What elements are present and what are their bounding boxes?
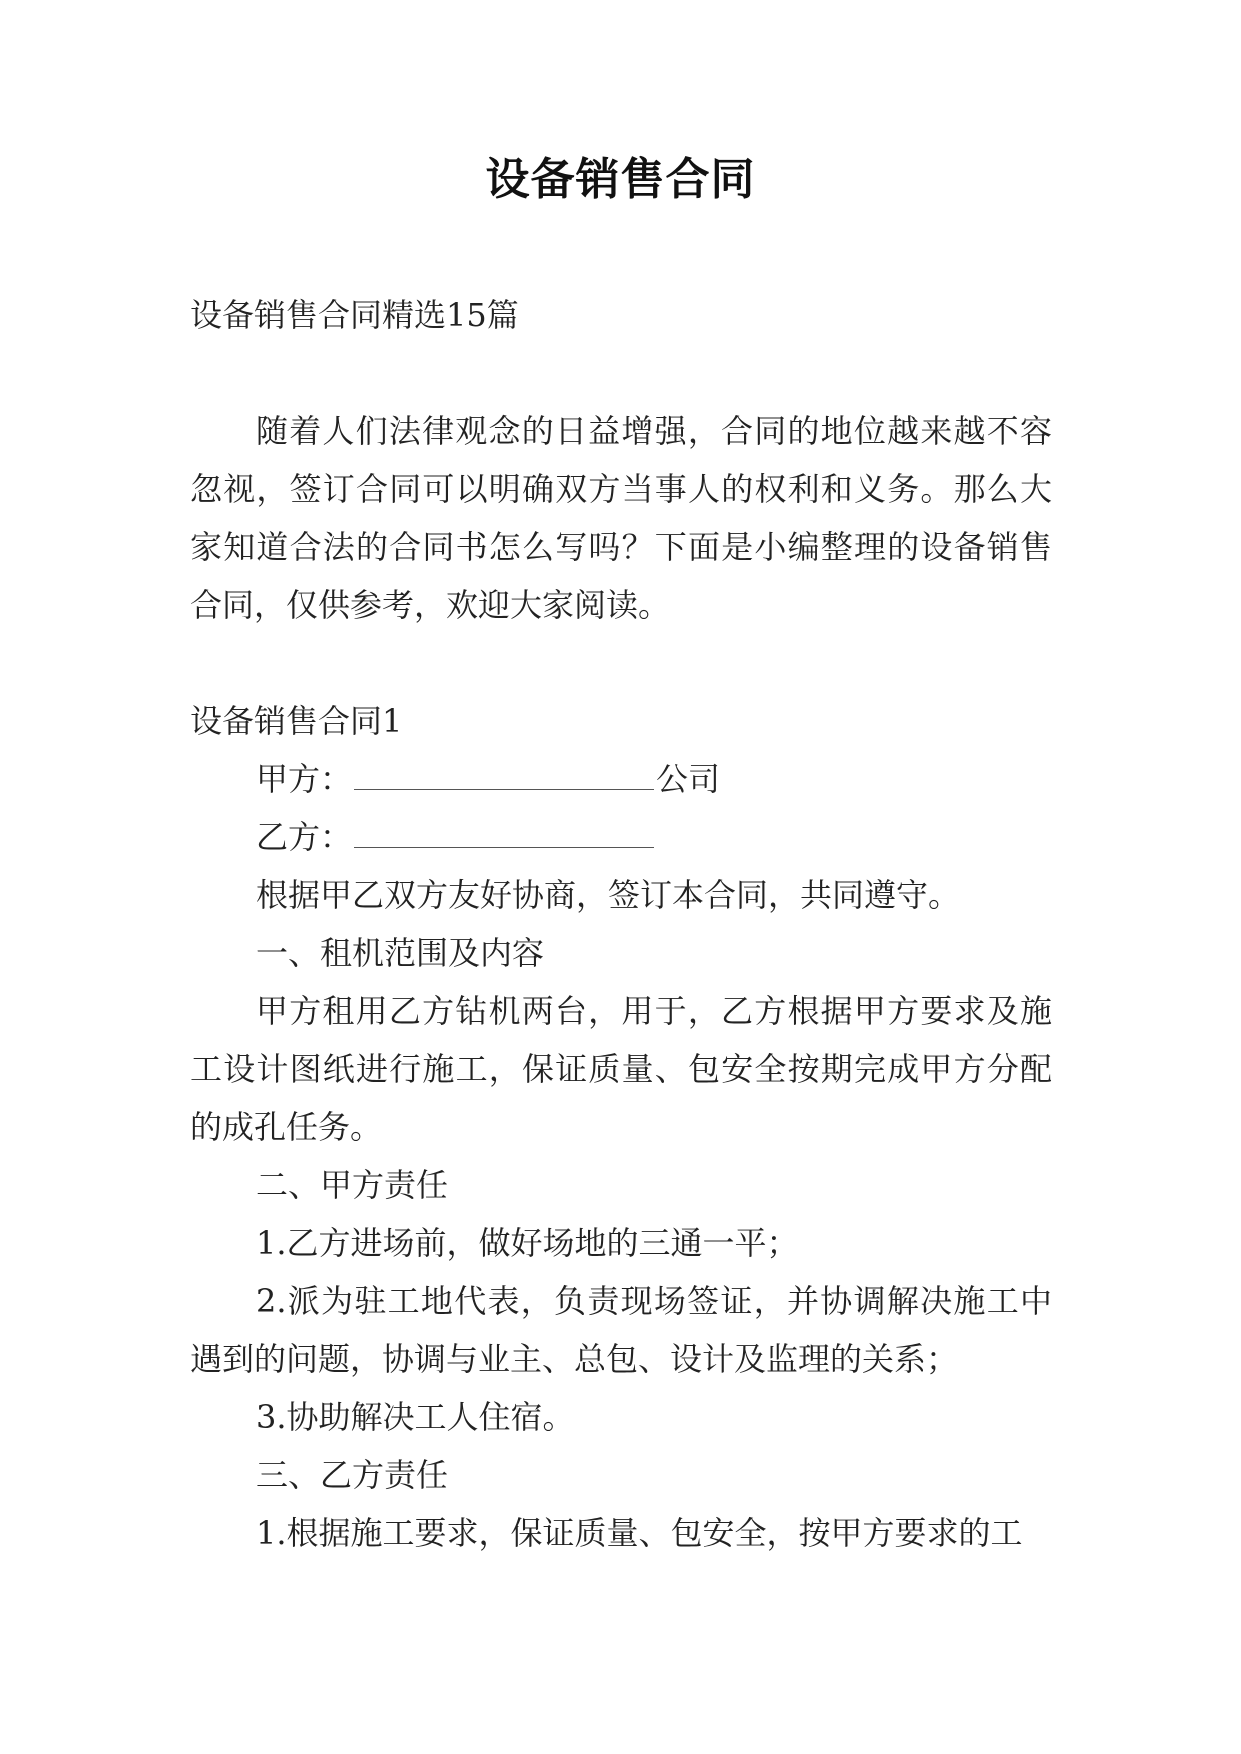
party-a-label: 甲方： — [256, 760, 353, 798]
party-a-line — [190, 750, 1052, 808]
clause2-item-2: 2.派为驻工地代表，负责现场签证，并协调解决施工中遇到的问题，协调与业主、总包、设计及监理的关系； — [190, 1282, 1052, 1378]
section-heading: 设备销售合同1 — [190, 702, 403, 740]
spacer — [190, 634, 1052, 692]
party-b-blank — [354, 821, 654, 848]
clause2-heading: 二、甲方责任 — [256, 1166, 449, 1204]
document-subtitle: 设备销售合同精选15篇 — [190, 296, 519, 334]
preamble: 根据甲乙双方友好协商，签订本合同，共同遵守。 — [256, 876, 961, 914]
clause1-text: 甲方租用乙方钻机两台，用于，乙方根据甲方要求及施工设计图纸进行施工，保证质量、包安全按期完成甲方分配的成孔任务。 — [190, 992, 1052, 1146]
clause3-item-1: 1.根据施工要求，保证质量、包安全，按甲方要求的工 — [256, 1514, 1023, 1552]
clause2-item-1: 1.乙方进场前，做好场地的三通一平； — [256, 1224, 799, 1262]
spacer — [190, 344, 1052, 402]
party-a-suffix: 公司 — [656, 760, 721, 798]
document-body — [190, 286, 1052, 1562]
party-b-line — [190, 808, 1052, 866]
clause2-item-3: 3.协助解决工人住宿。 — [256, 1398, 575, 1436]
party-b-label: 乙方： — [256, 818, 353, 856]
document-title: 设备销售合同 — [485, 154, 756, 205]
intro-paragraph: 随着人们法律观念的日益增强，合同的地位越来越不容忽视，签订合同可以明确双方当事人的权利和义务。那么大家知道合法的合同书怎么写吗？下面是小编整理的设备销售合同，仅供参考，欢迎大家阅读。 — [190, 412, 1052, 624]
clause3-heading: 三、乙方责任 — [256, 1456, 449, 1494]
party-a-blank — [354, 763, 654, 790]
clause1-heading: 一、租机范围及内容 — [256, 934, 545, 972]
